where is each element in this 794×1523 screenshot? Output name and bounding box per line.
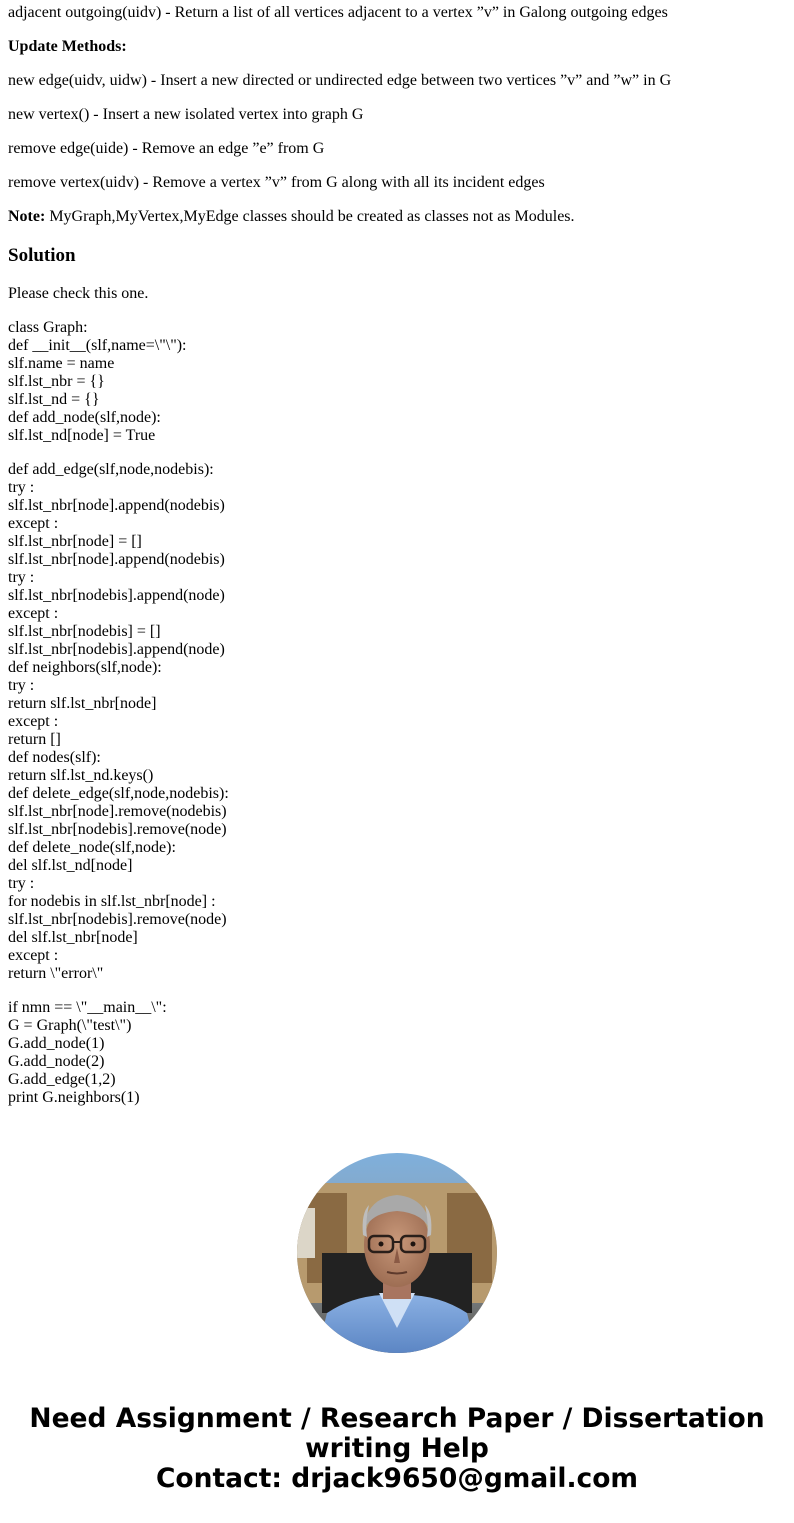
code-line: slf.lst_nbr = {} xyxy=(8,373,105,390)
method-new-vertex: new vertex() - Insert a new isolated vertex into graph G xyxy=(8,106,364,123)
code-line: G.add_node(1) xyxy=(8,1035,105,1052)
code-line: def delete_node(slf,node): xyxy=(8,839,176,856)
code-line: slf.lst_nbr[nodebis].append(node) xyxy=(8,641,225,658)
code-line: G.add_node(2) xyxy=(8,1053,105,1070)
code-line: slf.lst_nbr[nodebis].remove(node) xyxy=(8,821,227,838)
solution-heading: Solution xyxy=(8,245,76,266)
code-line: del slf.lst_nbr[node] xyxy=(8,929,138,946)
code-line: try : xyxy=(8,677,35,694)
code-line: slf.lst_nbr[node].append(nodebis) xyxy=(8,497,225,514)
method-new-edge: new edge(uidv, uidw) - Insert a new directed or undirected edge between two vertices ”v” and ”w” in G xyxy=(8,72,672,89)
code-line: class Graph: xyxy=(8,319,88,336)
method-remove-vertex: remove vertex(uidv) - Remove a vertex ”v” from G along with all its incident edges xyxy=(8,174,545,191)
code-line: except : xyxy=(8,515,59,532)
assignment-help-banner xyxy=(0,1404,794,1494)
code-line: del slf.lst_nd[node] xyxy=(8,857,133,874)
code-block-main xyxy=(8,999,167,1107)
code-line: return slf.lst_nd.keys() xyxy=(8,767,154,784)
code-block-methods xyxy=(8,461,229,983)
note-label: Note: xyxy=(8,208,46,225)
code-line: for nodebis in slf.lst_nbr[node] : xyxy=(8,893,216,910)
code-line: G = Graph(\"test\") xyxy=(8,1017,132,1034)
method-remove-edge: remove edge(uide) - Remove an edge ”e” from G xyxy=(8,140,325,157)
code-line: slf.lst_nd[node] = True xyxy=(8,427,156,444)
code-line: slf.lst_nbr[node] = [] xyxy=(8,533,142,550)
code-line: slf.lst_nbr[node].append(nodebis) xyxy=(8,551,225,568)
code-line: slf.lst_nbr[nodebis] = [] xyxy=(8,623,161,640)
code-line: if nmn == \"__main__\": xyxy=(8,999,167,1016)
code-line: slf.lst_nbr[nodebis].remove(node) xyxy=(8,911,227,928)
code-line: except : xyxy=(8,947,59,964)
code-line: return \"error\" xyxy=(8,965,104,982)
code-line: slf.lst_nbr[node].remove(nodebis) xyxy=(8,803,227,820)
code-line: slf.lst_nd = {} xyxy=(8,391,100,408)
code-line: G.add_edge(1,2) xyxy=(8,1071,116,1088)
code-line: except : xyxy=(8,605,59,622)
code-line: try : xyxy=(8,569,35,586)
code-line: try : xyxy=(8,875,35,892)
code-line: def nodes(slf): xyxy=(8,749,101,766)
cta-line-2: writing Help xyxy=(305,1433,489,1464)
code-block-class-definition xyxy=(8,319,187,445)
code-line: return [] xyxy=(8,731,61,748)
code-line: def add_node(slf,node): xyxy=(8,409,161,426)
author-avatar xyxy=(297,1153,497,1353)
note-paragraph xyxy=(8,208,575,226)
code-line: return slf.lst_nbr[node] xyxy=(8,695,157,712)
code-line: print G.neighbors(1) xyxy=(8,1089,140,1106)
update-methods-heading: Update Methods: xyxy=(8,38,127,55)
adjacent-outgoing-text: adjacent outgoing(uidv) - Return a list of all vertices adjacent to a vertex ”v” in Galong outgoing edges xyxy=(8,4,668,21)
cta-line-1: Need Assignment / Research Paper / Dissertation xyxy=(29,1403,765,1434)
code-line: def __init__(slf,name=\"\"): xyxy=(8,337,187,354)
code-line: except : xyxy=(8,713,59,730)
note-text: MyGraph,MyVertex,MyEdge classes should be created as classes not as Modules. xyxy=(45,208,575,225)
author-photo-icon xyxy=(297,1153,497,1353)
solution-intro: Please check this one. xyxy=(8,285,149,302)
code-line: def add_edge(slf,node,nodebis): xyxy=(8,461,214,478)
code-line: def neighbors(slf,node): xyxy=(8,659,162,676)
code-line: try : xyxy=(8,479,35,496)
code-line: slf.lst_nbr[nodebis].append(node) xyxy=(8,587,225,604)
cta-contact-line: Contact: drjack9650@gmail.com xyxy=(155,1463,639,1494)
code-line: slf.name = name xyxy=(8,355,115,372)
code-line: def delete_edge(slf,node,nodebis): xyxy=(8,785,229,802)
